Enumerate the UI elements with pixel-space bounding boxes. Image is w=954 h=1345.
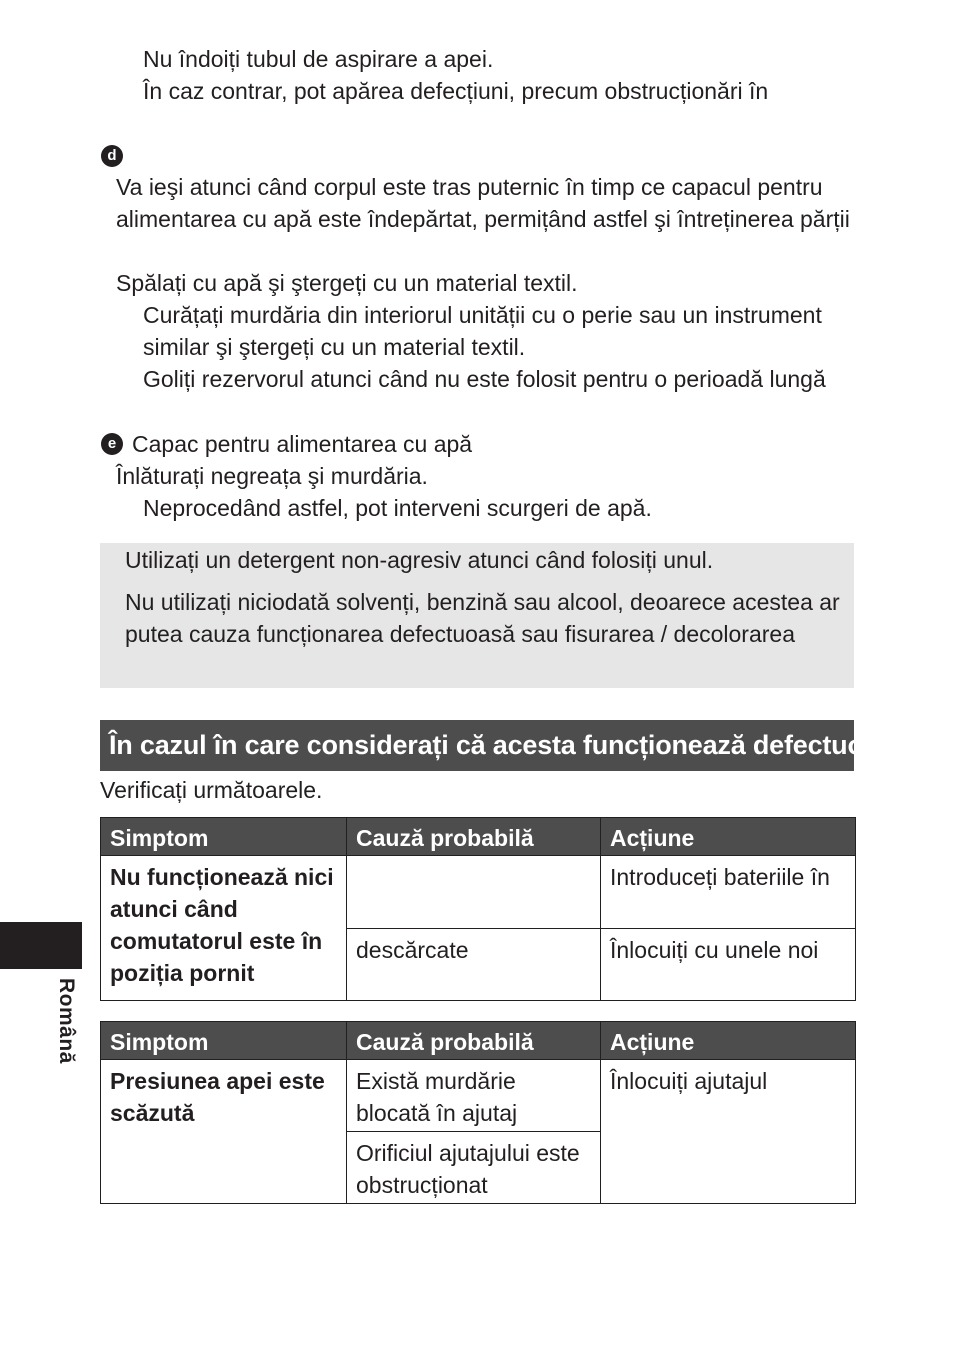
header-cause: Cauză probabilă (347, 818, 601, 856)
cause-cell: Orificiul ajutajului este obstrucționat (347, 1132, 601, 1204)
e-line-1: Înlăturați negreața şi murdăria. (116, 463, 428, 489)
marker-d-icon: d (101, 145, 123, 167)
d-line-5: similar şi ştergeți cu un material textil. (143, 334, 526, 360)
top-line-2: În caz contrar, pot apărea defecțiuni, precum obstrucționări în (143, 78, 769, 104)
note-line-2: Nu utilizați niciodată solvenți, benzină sau alcool, deoarece acestea ar (125, 589, 840, 615)
header-symptom: Simptom (101, 818, 347, 856)
cause-cell: descărcate (347, 929, 601, 1001)
d-line-1: Va ieşi atunci când corpul este tras puternic în timp ce capacul pentru (116, 174, 823, 200)
troubleshooting-table-1 (100, 817, 856, 1001)
d-line-4: Curățați murdăria din interiorul unității cu o perie sau un instrument (143, 302, 822, 328)
header-action: Acțiune (601, 1022, 856, 1060)
marker-e-icon: e (101, 433, 123, 455)
action-cell: Înlocuiți ajutajul (601, 1060, 856, 1204)
language-label: Română (55, 978, 78, 1064)
top-line-1: Nu îndoiți tubul de aspirare a apei. (143, 46, 494, 72)
header-cause: Cauză probabilă (347, 1022, 601, 1060)
cause-cell (347, 856, 601, 929)
header-action: Acțiune (601, 818, 856, 856)
note-line-3: putea cauza funcționarea defectuoasă sau fisurarea / decolorarea (125, 621, 795, 647)
d-line-6: Goliți rezervorul atunci când nu este folosit pentru o perioadă lungă (143, 366, 826, 392)
table-header-row (101, 818, 856, 856)
symptom-cell: Presiunea apei este scăzută (101, 1060, 347, 1204)
d-line-2: alimentarea cu apă este îndepărtat, permițând astfel şi întreținerea părții (116, 206, 850, 232)
cause-cell: Există murdărie blocată în ajutaj (347, 1060, 601, 1132)
language-tab (0, 922, 82, 969)
section-heading: În cazul în care considerați că acesta funcționează defectuos (100, 720, 854, 771)
intro-text: Verificați următoarele. (100, 777, 323, 803)
e-line-2: Neprocedând astfel, pot interveni scurgeri de apă. (143, 495, 652, 521)
action-cell: Introduceți bateriile în (601, 856, 856, 929)
e-title: Capac pentru alimentarea cu apă (132, 431, 473, 457)
d-line-3: Spălați cu apă şi ştergeți cu un material textil. (116, 270, 578, 296)
header-symptom: Simptom (101, 1022, 347, 1060)
action-cell: Înlocuiți cu unele noi (601, 929, 856, 1001)
troubleshooting-table-2 (100, 1021, 856, 1204)
table-row (101, 856, 856, 929)
table-row (101, 1060, 856, 1132)
note-line-1: Utilizați un detergent non-agresiv atunci când folosiți unul. (125, 547, 714, 573)
table-header-row (101, 1022, 856, 1060)
symptom-cell: Nu funcționează nici atunci când comutatorul este în poziția pornit (101, 856, 347, 1001)
